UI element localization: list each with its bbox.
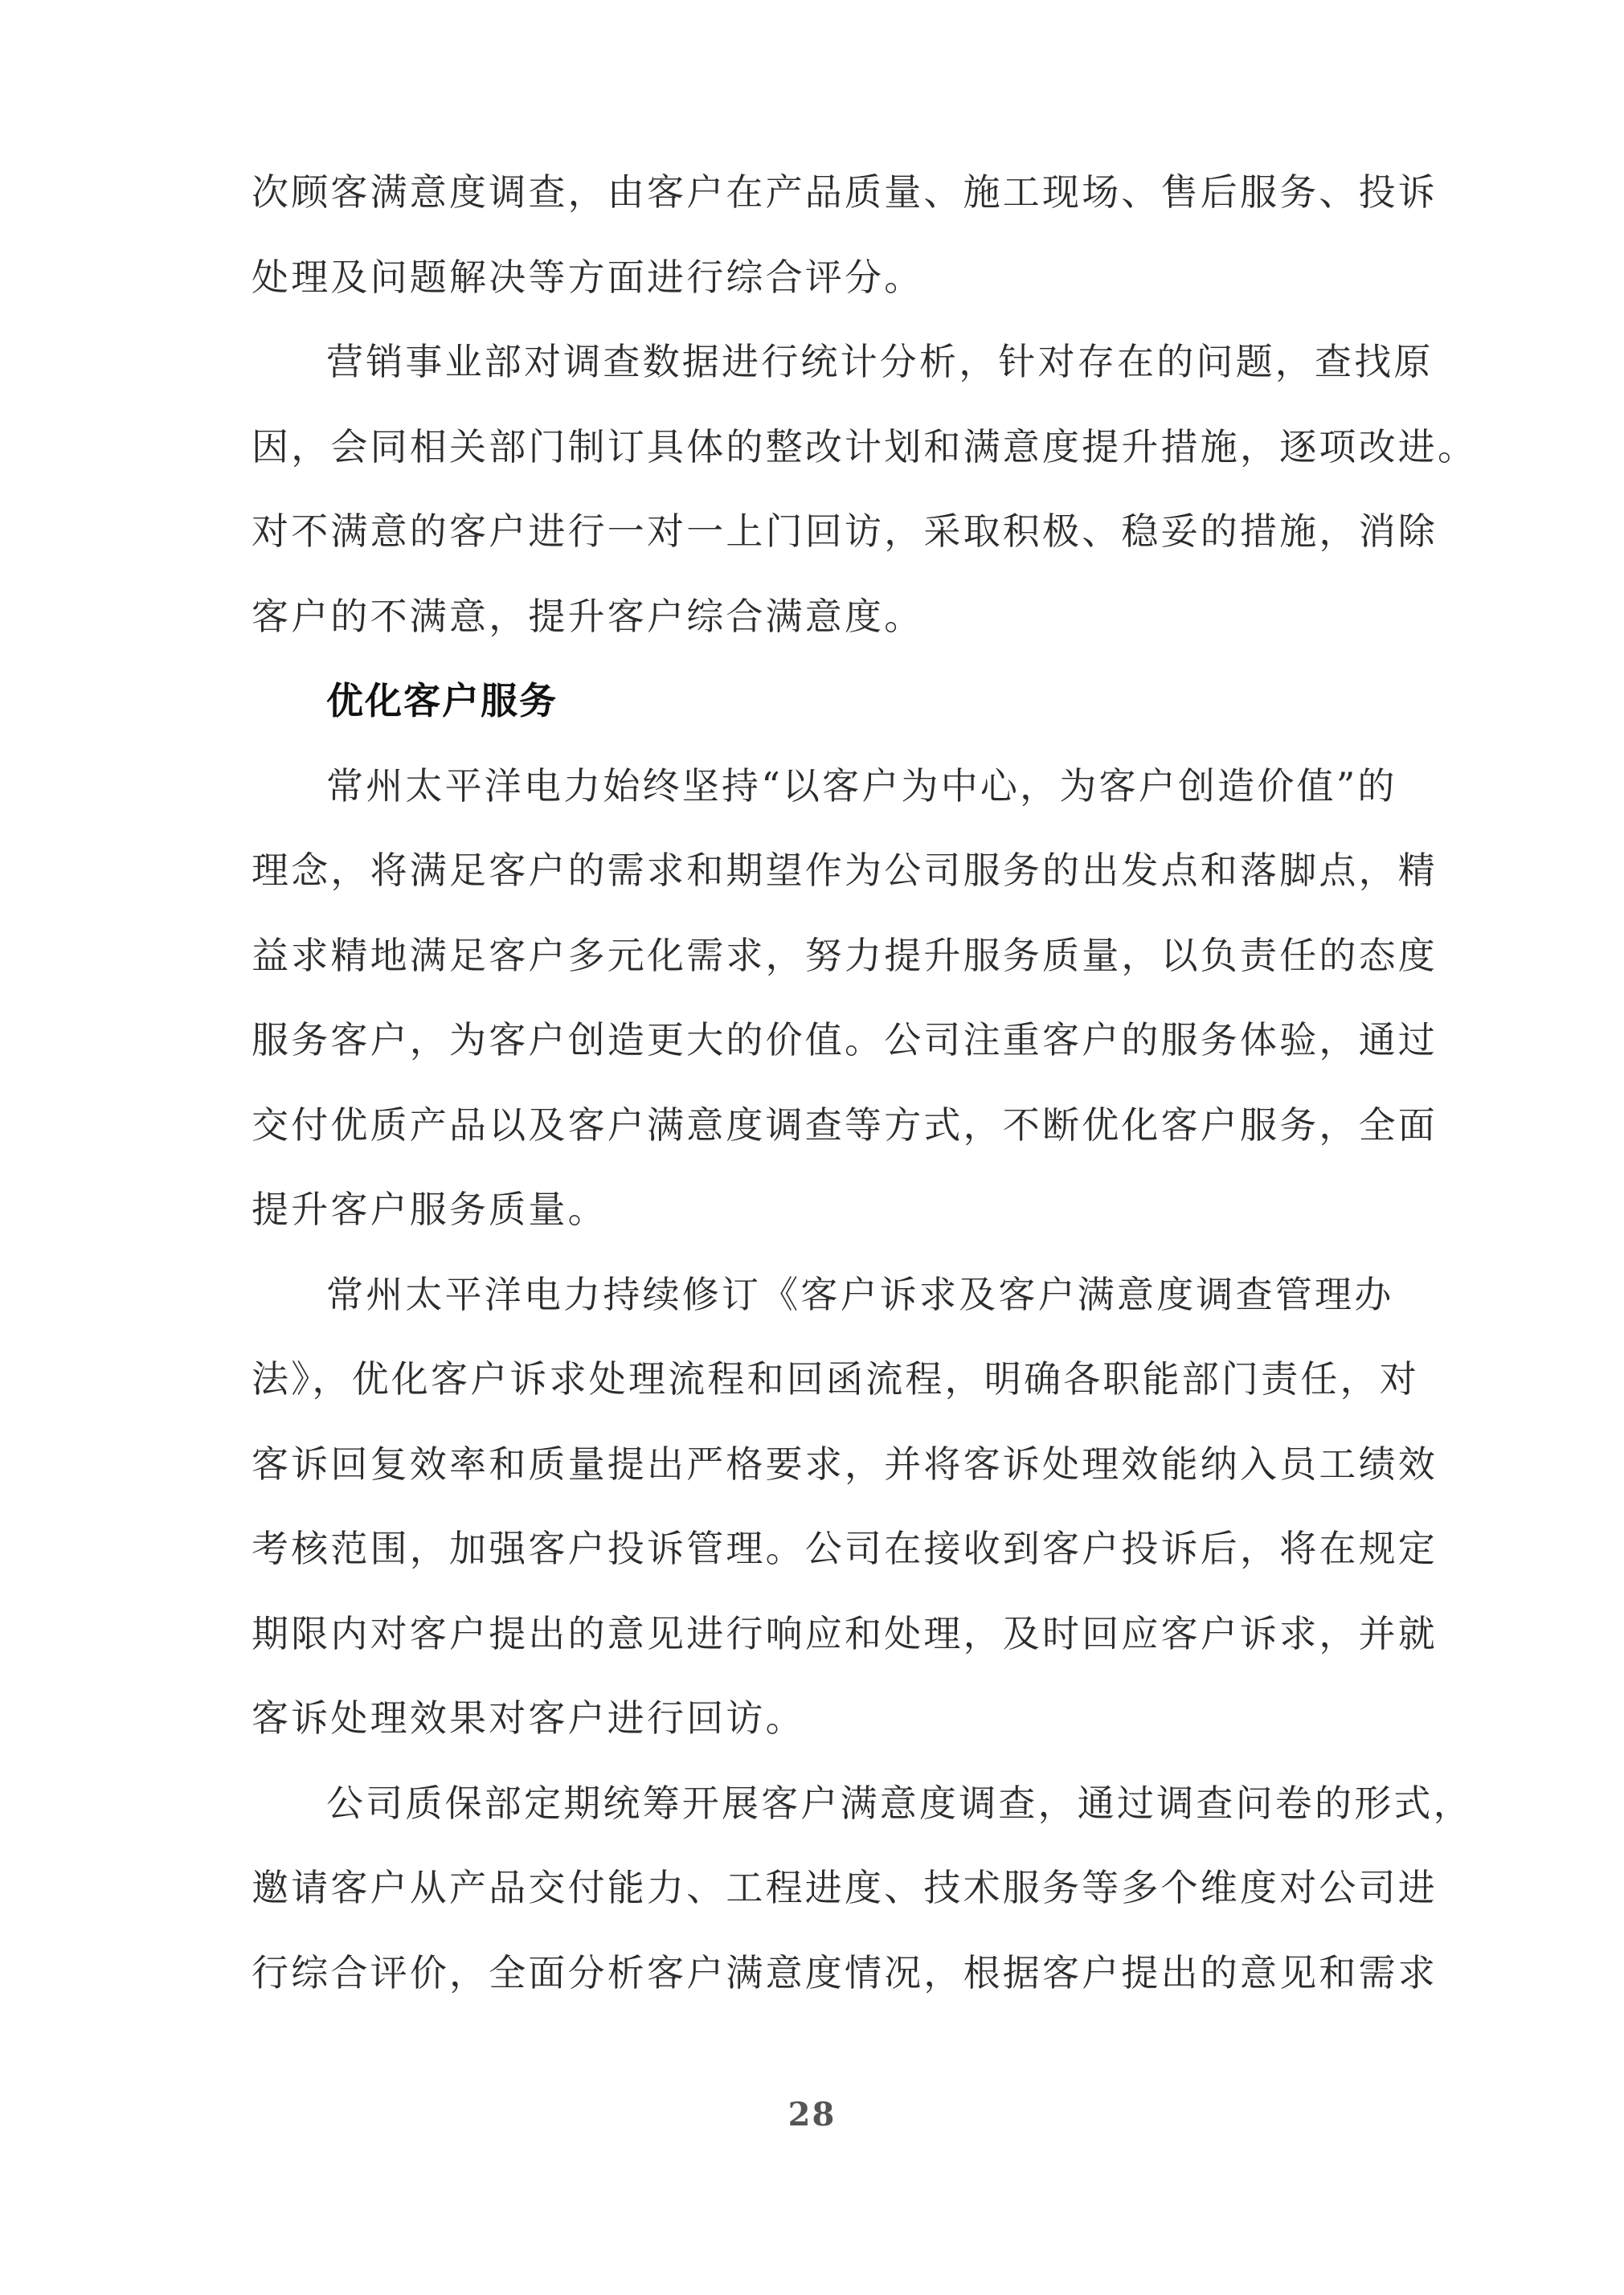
page-number: 28 — [787, 2096, 837, 2133]
text-line: 期限内对客户提出的意见进行响应和处理，及时回应客户诉求，并就 — [252, 1611, 1438, 1655]
text-line: 理念，将满足客户的需求和期望作为公司服务的出发点和落脚点，精 — [252, 849, 1438, 892]
section-heading: 优化客户服务 — [326, 679, 558, 722]
text-line: 法》，优化客户诉求处理流程和回函流程，明确各职能部门责任，对 — [252, 1357, 1419, 1401]
paragraph-start-line: 营销事业部对调查数据进行统计分析，针对存在的问题，查找原 — [326, 340, 1434, 383]
text-line: 客诉回复效率和质量提出严格要求，并将客诉处理效能纳入员工绩效 — [252, 1442, 1438, 1486]
paragraph-start-line: 公司质保部定期统筹开展客户满意度调查，通过调查问卷的形式， — [326, 1781, 1473, 1825]
text-line: 邀请客户从产品交付能力、工程进度、技术服务等多个维度对公司进 — [252, 1866, 1438, 1909]
paragraph-start-line: 常州太平洋电力始终坚持“以客户为中心，为客户创造价值”的 — [326, 763, 1397, 808]
text-line: 客户的不满意，提升客户综合满意度。 — [252, 594, 924, 638]
text-line: 考核范围，加强客户投诉管理。公司在接收到客户投诉后，将在规定 — [252, 1527, 1438, 1570]
text-line: 行综合评价，全面分析客户满意度情况，根据客户提出的意见和需求 — [252, 1950, 1438, 1994]
text-line: 次顾客满意度调查，由客户在产品质量、施工现场、售后服务、投诉 — [252, 170, 1438, 214]
text-line: 益求精地满足客户多元化需求，努力提升服务质量，以负责任的态度 — [252, 933, 1438, 977]
text-line: 对不满意的客户进行一对一上门回访，采取积极、稳妥的措施，消除 — [252, 509, 1438, 553]
text-line: 因，会同相关部门制订具体的整改计划和满意度提升措施，逐项改进。 — [252, 424, 1478, 468]
text-line: 服务客户，为客户创造更大的价值。公司注重客户的服务体验，通过 — [252, 1018, 1438, 1062]
text-line: 客诉处理效果对客户进行回访。 — [252, 1696, 805, 1740]
text-line: 交付优质产品以及客户满意度调查等方式，不断优化客户服务，全面 — [252, 1102, 1438, 1147]
text-line: 提升客户服务质量。 — [252, 1188, 607, 1231]
body-text — [252, 169, 1478, 2034]
paragraph-start-line: 常州太平洋电力持续修订《客户诉求及客户满意度调查管理办 — [326, 1272, 1394, 1316]
text-line: 处理及问题解决等方面进行综合评分。 — [252, 255, 924, 299]
